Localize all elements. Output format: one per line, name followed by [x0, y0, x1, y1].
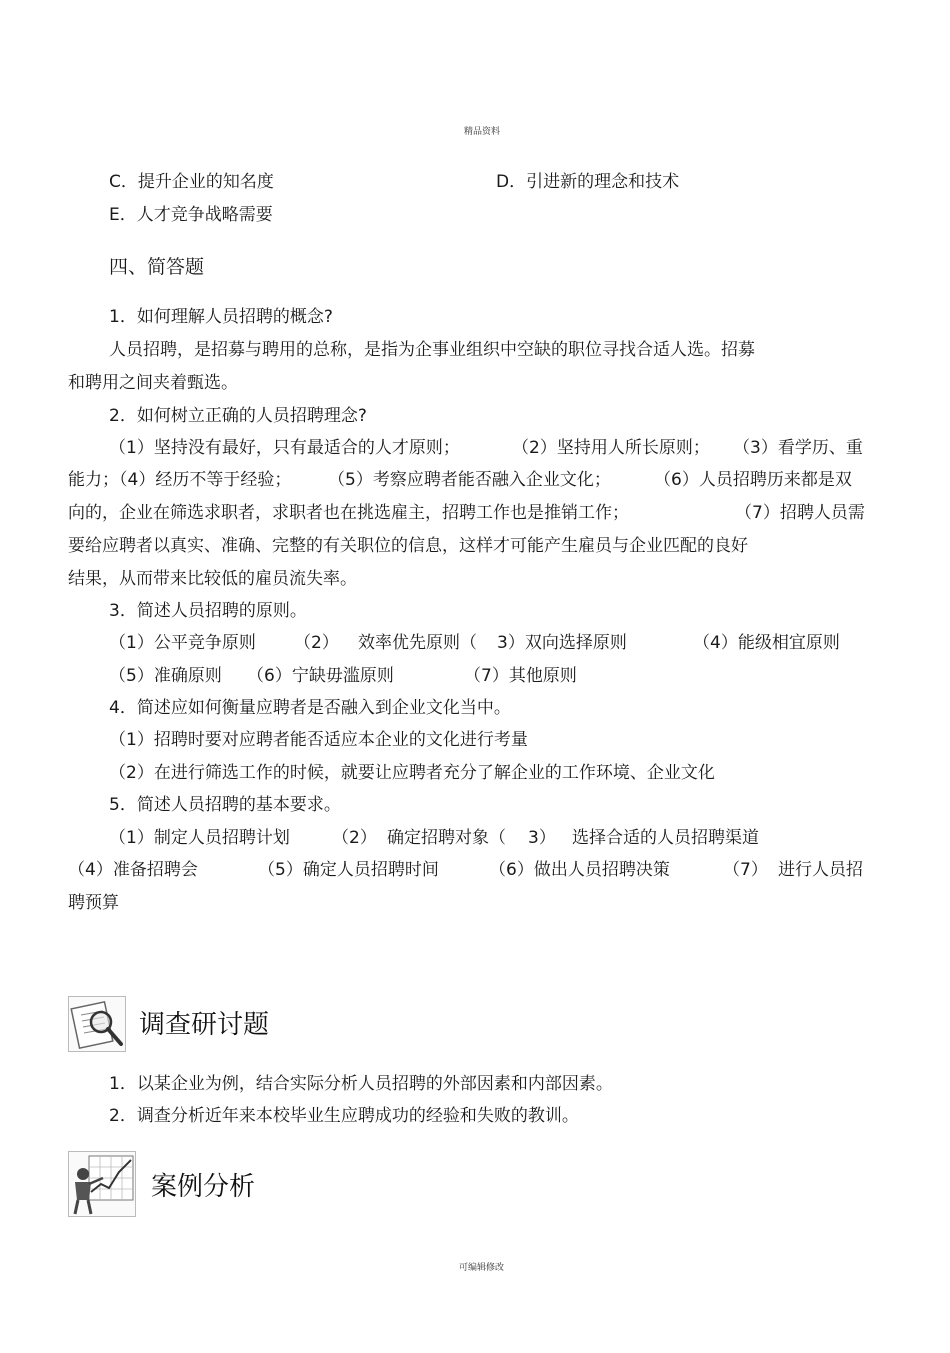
question-5: 5．简述人员招聘的基本要求。	[109, 795, 341, 815]
answer-3-item: 3）双向选择原则	[497, 633, 627, 653]
answer-2-line-1b: （2）坚持用人所长原则；	[512, 438, 710, 458]
answer-3-item: （1）公平竞争原则	[109, 633, 256, 653]
footer-label: 可编辑修改	[459, 1263, 505, 1273]
magnifier-document-icon	[68, 996, 126, 1052]
question-4: 4．简述应如何衡量应聘者是否融入到企业文化当中。	[109, 698, 511, 718]
section-title: 四、简答题	[109, 256, 205, 278]
answer-2-line-1c: （3）看学历、重	[733, 438, 863, 458]
header-label: 精品资料	[464, 127, 501, 137]
answer-2-line-3b: （7）招聘人员需	[735, 503, 865, 523]
research-item-1: 1．以某企业为例，结合实际分析人员招聘的外部因素和内部因素。	[109, 1074, 613, 1094]
answer-2-line-2a: 能力；（4）经历不等于经验；	[68, 470, 292, 490]
presenter-chart-icon	[68, 1151, 136, 1217]
answer-5-item: （2）	[332, 828, 377, 848]
answer-5-item: 聘预算	[68, 893, 119, 913]
answer-3-item: （7）其他原则	[464, 666, 577, 686]
answer-5-item: 确定招聘对象（	[387, 828, 506, 848]
answer-3-item: （6）宁缺毋滥原则	[247, 666, 394, 686]
answer-2-line-2b: （5）考察应聘者能否融入企业文化；	[328, 470, 611, 490]
answer-3-item: 效率优先原则（	[358, 633, 477, 653]
answer-5-item: 3）	[528, 828, 556, 848]
answer-4-line-2: （2）在进行筛选工作的时候，就要让应聘者充分了解企业的工作环境、企业文化	[109, 763, 715, 783]
answer-2-line-2c: （6）人员招聘历来都是双	[654, 470, 852, 490]
answer-5-item: （4）准备招聘会	[68, 860, 198, 880]
research-item-2: 2．调查分析近年来本校毕业生应聘成功的经验和失败的教训。	[109, 1106, 579, 1126]
answer-3-item: （5）准确原则	[109, 666, 222, 686]
answer-4-line-1: （1）招聘时要对应聘者能否适应本企业的文化进行考量	[109, 730, 528, 750]
answer-5-item: （1）制定人员招聘计划	[109, 828, 290, 848]
answer-5-item: （7）	[723, 860, 768, 880]
case-title: 案例分析	[151, 1172, 256, 1202]
answer-1-line-2: 和聘用之间夹着甄选。	[68, 373, 238, 393]
answer-5-item: 选择合适的人员招聘渠道	[572, 828, 759, 848]
answer-2-line-4: 要给应聘者以真实、准确、完整的有关职位的信息，这样才可能产生雇员与企业匹配的良好	[68, 536, 748, 556]
answer-2-line-1a: （1）坚持没有最好，只有最适合的人才原则；	[109, 438, 460, 458]
option-d: D．引进新的理念和技术	[496, 172, 680, 192]
answer-2-line-5: 结果，从而带来比较低的雇员流失率。	[68, 569, 357, 589]
answer-2-line-3a: 向的，企业在筛选求职者，求职者也在挑选雇主，招聘工作也是推销工作；	[68, 503, 629, 523]
research-title: 调查研讨题	[139, 1010, 270, 1040]
question-2: 2．如何树立正确的人员招聘理念?	[109, 406, 367, 426]
question-3: 3．简述人员招聘的原则。	[109, 601, 307, 621]
answer-5-item: （5）确定人员招聘时间	[258, 860, 439, 880]
answer-5-item: 进行人员招	[778, 860, 863, 880]
answer-5-item: （6）做出人员招聘决策	[489, 860, 670, 880]
answer-1-line-1: 人员招聘，是招募与聘用的总称，是指为企事业组织中空缺的职位寻找合适人选。招募	[109, 340, 755, 360]
option-c: C．提升企业的知名度	[109, 172, 274, 192]
option-e: E．人才竞争战略需要	[109, 205, 273, 225]
answer-3-item: （4）能级相宜原则	[693, 633, 840, 653]
answer-3-item: （2）	[294, 633, 339, 653]
question-1: 1．如何理解人员招聘的概念?	[109, 307, 333, 327]
